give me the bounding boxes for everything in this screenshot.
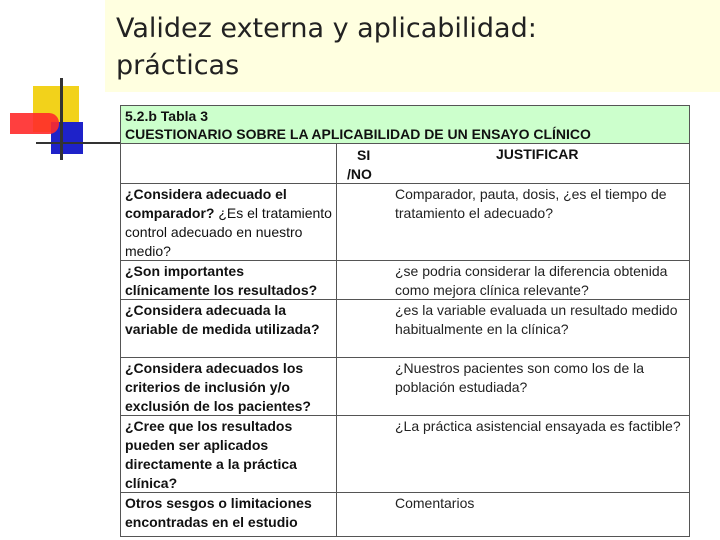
- logo-vertical-line: [60, 78, 63, 160]
- table-row: [121, 300, 689, 358]
- question-column-header: [121, 144, 337, 183]
- justify-cell: ¿es la variable evaluada un resultado medido habitualmente en la clínica?: [395, 302, 678, 337]
- question-normal-text: ¿Es el tratamiento control adecuado en nuestro medio?: [125, 205, 332, 259]
- justify-cell: Comentarios: [395, 495, 475, 511]
- slide-title-line-1: Validez externa y aplicabilidad:: [116, 13, 537, 44]
- justify-cell: ¿se podria considerar la diferencia obtenida como mejora clínica relevante?: [395, 263, 668, 298]
- question-bold-text: ¿Cree que los resultados pueden ser aplicados directamente a la práctica clínica?: [125, 418, 297, 491]
- logo-horizontal-line: [36, 142, 122, 144]
- si-label: SI: [357, 147, 371, 163]
- table-row: [121, 261, 689, 300]
- question-bold-text: Otros sesgos o limitaciones encontradas en el estudio: [125, 495, 312, 530]
- question-cell: [121, 184, 337, 260]
- slide-title-line-2: prácticas: [116, 50, 240, 81]
- si-no-cell[interactable]: [337, 358, 387, 415]
- si-no-column-header: [347, 146, 372, 184]
- justificar-column-header: JUSTIFICAR: [496, 146, 579, 162]
- question-cell: [121, 416, 337, 492]
- applicability-table: [120, 105, 690, 537]
- justify-cell: Comparador, pauta, dosis, ¿es el tiempo de tratamiento el adecuado?: [395, 186, 667, 221]
- table-heading: CUESTIONARIO SOBRE LA APLICABILIDAD DE UN ENSAYO CLÍNICO: [125, 126, 591, 142]
- logo-red-bar: [10, 113, 59, 134]
- si-no-cell[interactable]: [337, 416, 387, 492]
- table-caption: 5.2.b Tabla 3: [125, 108, 208, 124]
- question-cell: [121, 261, 337, 299]
- justify-cell: ¿Nuestros pacientes son como los de la población estudiada?: [395, 360, 645, 395]
- question-bold-text: ¿Considera adecuado el comparador?: [125, 186, 287, 221]
- question-bold-text: ¿Considera adecuada la variable de medida utilizada?: [125, 302, 320, 337]
- slide-title: [116, 10, 537, 84]
- question-cell: [121, 493, 337, 536]
- decorative-logo-icon: [0, 0, 130, 170]
- table-row: [121, 184, 689, 261]
- table-row: [121, 493, 689, 536]
- question-cell: [121, 358, 337, 415]
- si-no-cell[interactable]: [337, 493, 387, 536]
- table-row: [121, 416, 689, 493]
- table-header-row: [121, 106, 689, 144]
- question-cell: [121, 300, 337, 357]
- justify-cell: ¿La práctica asistencial ensayada es factible?: [395, 418, 681, 434]
- column-header-row: [121, 144, 689, 184]
- si-no-cell[interactable]: [337, 261, 387, 299]
- si-no-cell[interactable]: [337, 184, 387, 260]
- si-no-cell[interactable]: [337, 300, 387, 357]
- question-bold-text: ¿Son importantes clínicamente los resultados?: [125, 263, 318, 298]
- no-label: /NO: [347, 166, 372, 182]
- question-bold-text: ¿Considera adecuados los criterios de inclusión y/o exclusión de los pacientes?: [125, 360, 311, 414]
- table-row: [121, 358, 689, 416]
